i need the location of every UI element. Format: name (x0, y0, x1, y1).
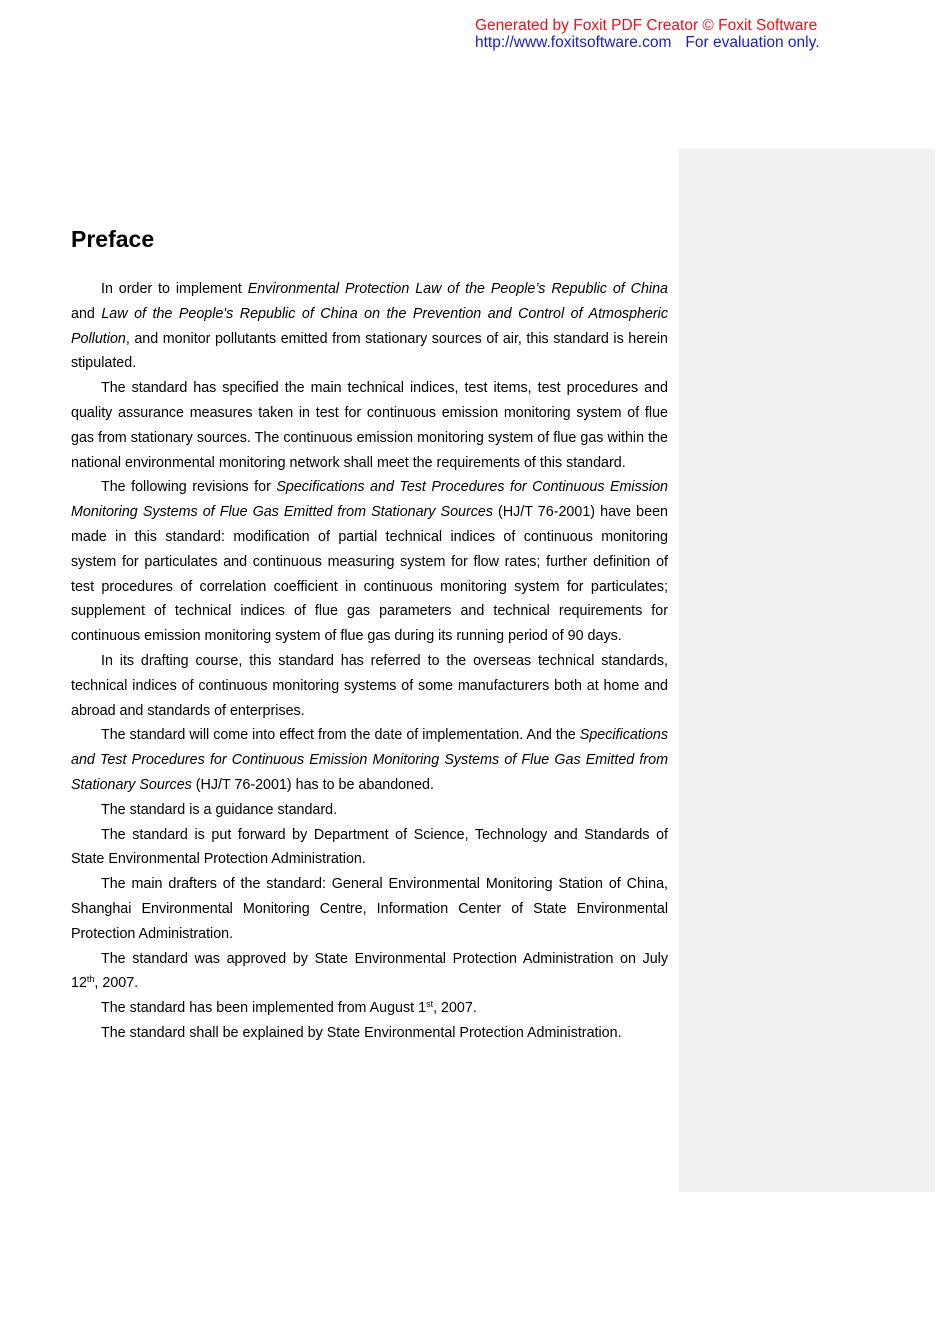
watermark-evaluation-note: For evaluation only. (685, 34, 820, 51)
standard-title: Specifications and Test Procedures for Continuous Emission Monitoring Systems of Flue Gas Emitted from Stationary Sources (71, 479, 668, 521)
watermark-url-line (475, 34, 820, 51)
text-run: and (71, 305, 102, 322)
paragraph-legal-basis (71, 277, 668, 376)
law-title: Law of the People's Republic of China on the Prevention and Control of Atmospheric Pollution (71, 305, 669, 347)
paragraph-effect (71, 723, 668, 797)
watermark-url: http://www.foxitsoftware.com (475, 34, 672, 51)
evaluation-watermark (475, 17, 820, 51)
paragraph-approval (71, 947, 668, 997)
text-run: (HJ/T 76-2001) have been made in this standard: modification of partial technical indices of continuous monitoring system for particulates and continuous measuring system for flow rates; further definition of test procedures of correlation coefficient in continuous monitoring system for particulates; supplement of technical indices of flue gas parameters and technical requirements for continuous emission monitoring system of flue gas during its running period of 90 days. (71, 504, 668, 645)
text-run: The following revisions for (101, 479, 277, 496)
ordinal-suffix: st (426, 999, 434, 1010)
text-run: The standard will come into effect from the date of implementation. And the (101, 727, 580, 744)
text-run: , 2007. (94, 975, 139, 992)
ordinal-suffix: th (86, 974, 95, 985)
text-run: , and monitor pollutants emitted from stationary sources of air, this standard is herein stipulated. (71, 330, 668, 372)
paragraph-guidance: The standard is a guidance standard. (101, 801, 338, 818)
text-run: , 2007. (433, 1000, 477, 1017)
document-body (71, 222, 668, 1046)
standard-title: Specifications and Test Procedures for Continuous Emission Monitoring Systems of Flue Gas Emitted from Stationary Sources (71, 727, 668, 793)
law-title: Environmental Protection Law of the People’s Republic of China (247, 281, 668, 297)
paragraph-implementation (71, 996, 668, 1021)
paragraph-revisions (71, 475, 668, 649)
text-run: The standard has been implemented from August 1 (101, 1000, 427, 1017)
paragraph-interpretation: The standard shall be explained by State Environmental Protection Administration. (101, 1024, 622, 1041)
paragraph-drafters: The main drafters of the standard: General Environmental Monitoring Station of China, Shanghai Environmental Monitoring Centre, Information Center of State Environmental Protection Administration. (71, 876, 668, 942)
paragraph-scope: The standard has specified the main technical indices, test items, test procedures and quality assurance measures taken in test for continuous emission monitoring system of flue gas from stationary sources. The continuous emission monitoring system of flue gas within the national environmental monitoring network shall meet the requirements of this standard. (71, 380, 668, 471)
comment-margin-pane (679, 149, 935, 1192)
text-run: In order to implement (101, 281, 248, 297)
text-run: (HJ/T 76-2001) has to be abandoned. (191, 776, 434, 793)
paragraph-proposer: The standard is put forward by Department of Science, Technology and Standards of State Environmental Protection Administration. (71, 826, 668, 868)
page-title: Preface (71, 226, 155, 252)
watermark-generator-line: Generated by Foxit PDF Creator © Foxit Software (475, 17, 818, 34)
text-run: The standard was approved by State Environmental Protection Administration on July 12 (71, 950, 668, 992)
paragraph-references: In its drafting course, this standard has referred to the overseas technical standards, technical indices of continuous monitoring systems of some manufacturers both at home and abroad and standards of enterprises. (71, 652, 668, 719)
